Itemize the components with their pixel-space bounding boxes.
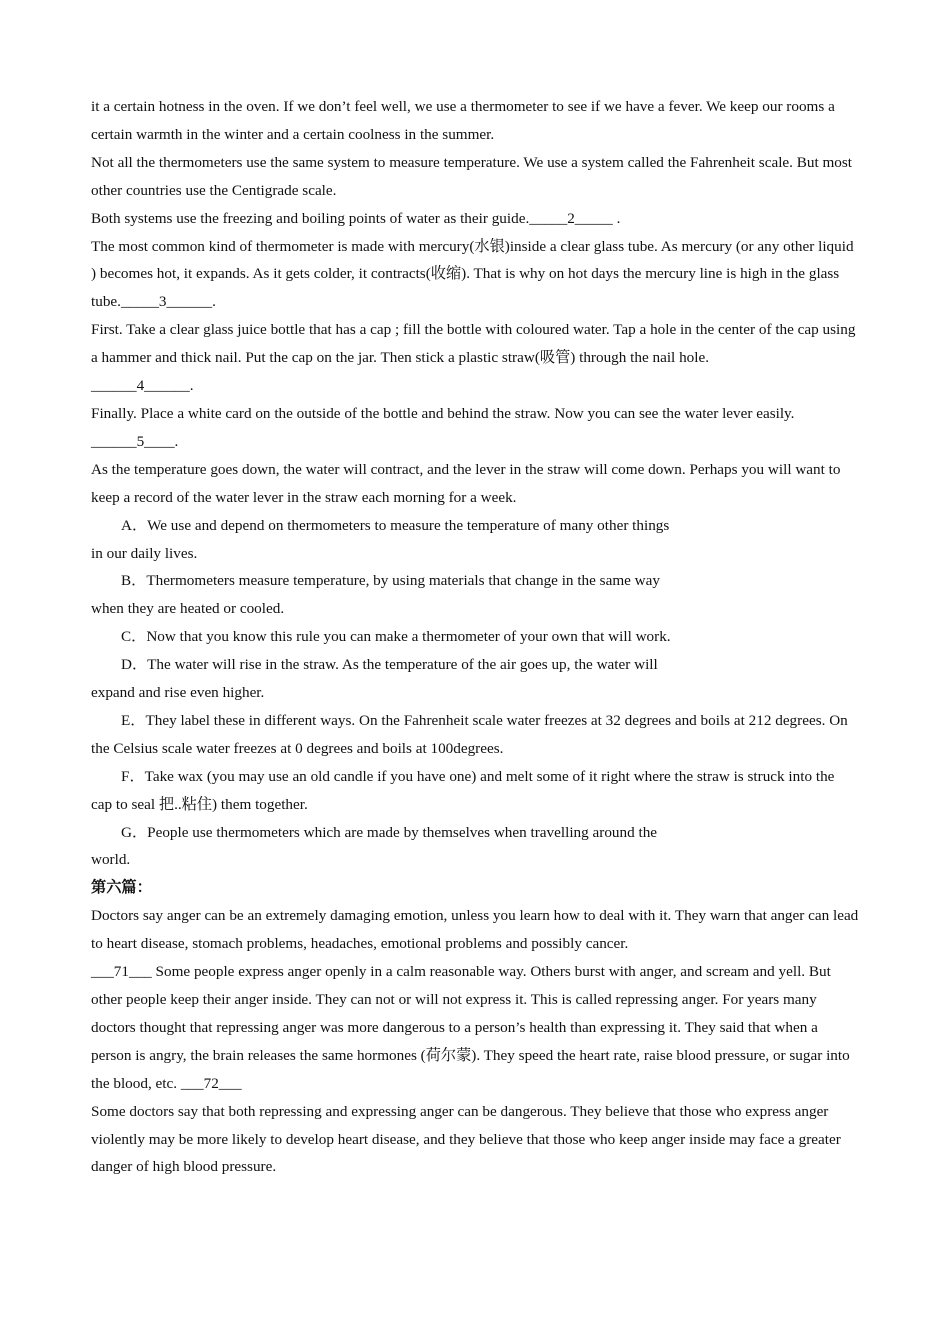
option-c: C．Now that you know this rule you can make a thermometer of your own that will work. — [121, 628, 671, 646]
section-heading: 第六篇： — [91, 879, 152, 897]
option-d-line1: D．The water will rise in the straw. As the temperature of the air goes up, the water will — [121, 656, 658, 674]
option-a-line1: A．We use and depend on thermometers to measure the temperature of many other things — [121, 516, 670, 534]
option-f: F．Take wax (you may use an old candle if you have one) and melt some of it right where the straw is struck into the cap to seal 把..粘住) them together. — [91, 767, 835, 813]
blank-5-line: ______5____. — [91, 432, 179, 450]
option-a-line2: in our daily lives. — [91, 544, 198, 562]
option-g-line1: G．People use thermometers which are made by themselves when travelling around the — [121, 823, 658, 841]
options-list — [91, 512, 859, 875]
option-g-line2: world. — [91, 851, 131, 869]
passage5-paragraph-1: it a certain hotness in the oven. If we don’t feel well, we use a thermometer to see if we have a fever. We keep our rooms a certain warmth in the winter and a certain coolness in the summer. — [91, 98, 835, 143]
option-e: E．They label these in different ways. On the Fahrenheit scale water freezes at 32 degrees and boils at 212 degrees. On the Celsius scale water freezes at 0 degrees and boils at 100degrees. — [91, 711, 848, 757]
passage6-paragraph-1: Doctors say anger can be an extremely damaging emotion, unless you learn how to deal with it. They warn that anger can lead to heart disease, stomach problems, headaches, emotional problems and possibly cancer. — [91, 907, 859, 953]
passage5-paragraph-7: Finally. Place a white card on the outside of the bottle and behind the straw. Now you can see the water lever easily. — [91, 404, 795, 422]
passage5-paragraph-4: The most common kind of thermometer is made with mercury(水银)inside a clear glass tube. As mercury (or any other liquid ) becomes hot, it expands. As it gets colder, it contracts(收缩). That is why on hot days the mercury line is high in the glass tube._____3______. — [91, 237, 854, 311]
passage5-paragraph-9: As the temperature goes down, the water will contract, and the lever in the straw will come down. Perhaps you will want to keep a record of the water lever in the straw each morning for a week. — [91, 460, 841, 506]
option-d-line2: expand and rise even higher. — [91, 684, 265, 702]
passage6-paragraph-2: ___71___ Some people express anger openly in a calm reasonable way. Others burst with anger, and scream and yell. But other people keep their anger inside. They can not or will not express it. This is called repressing anger. For years many doctors thought that repressing anger was more dangerous to a person’s health than expressing it. They said that when a person is angry, the brain releases the same hormones (荷尔蒙). They speed the heart rate, raise blood pressure, or sugar into the blood, etc. ___72___ — [91, 963, 850, 1092]
passage6-paragraph-3: Some doctors say that both repressing and expressing anger can be dangerous. They believe that those who express anger violently may be more likely to develop heart disease, and they believe that those who keep anger inside may face a greater danger of high blood pressure. — [91, 1102, 841, 1176]
option-b-line2: when they are heated or cooled. — [91, 600, 285, 618]
passage5-paragraph-2: Not all the thermometers use the same system to measure temperature. We use a system called the Fahrenheit scale. But most other countries use the Centigrade scale. — [91, 153, 853, 199]
blank-4-line: ______4______. — [91, 377, 194, 395]
passage5-paragraph-5: First. Take a clear glass juice bottle that has a cap ; fill the bottle with coloured water. Tap a hole in the center of the cap using a hammer and thick nail. Put the cap on the jar. Then stick a plastic straw(吸管) through the nail hole. — [91, 321, 856, 367]
document-page — [91, 93, 859, 1181]
option-b-line1: B．Thermometers measure temperature, by using materials that change in the same way — [121, 572, 660, 590]
passage5-paragraph-3: Both systems use the freezing and boiling points of water as their guide._____2_____ . — [91, 209, 621, 227]
